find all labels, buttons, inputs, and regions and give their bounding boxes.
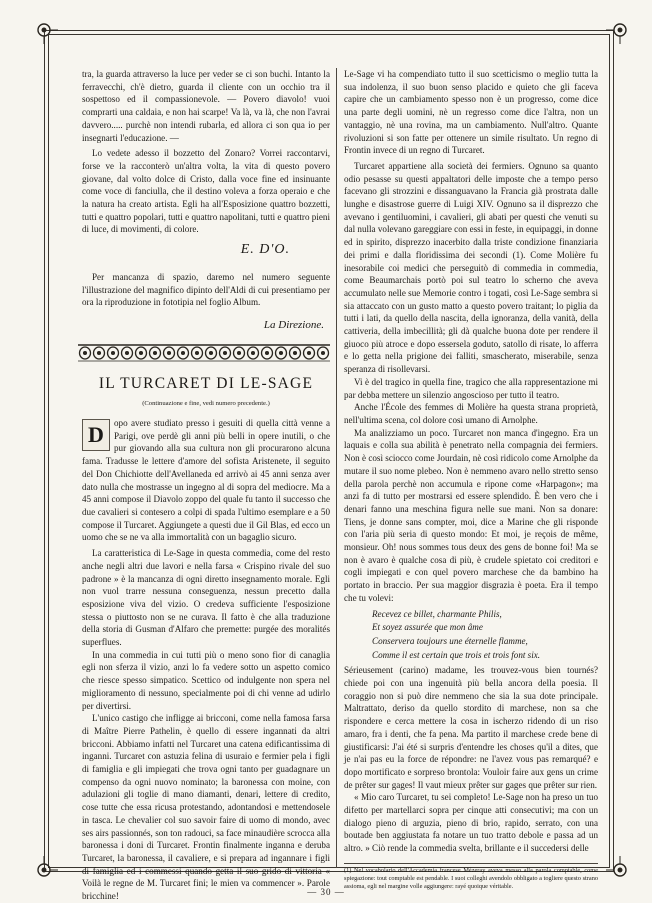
page-number: — 30 — <box>307 887 345 897</box>
verse-line: Et soyez assurée que mon âme <box>372 622 483 633</box>
verse-line: Recevez ce billet, charmante Philis, <box>372 608 502 619</box>
corner-ornament-icon <box>606 856 628 878</box>
paragraph: tra, la guarda attraverso la luce per veder se ci son buchi. Intanto la ferravecchi, ch'è dietro, guarda il cliente con un occhio tra il sospettoso ed il compassionevole. — Povero diavolo! vuoi comprarti una caldaia, e non hai scarpe! Va là, va là, che non l'avrai davvero..... purchè non intendi rubarla, ed allora ci son qua io per insegnarti l'educazione. — <box>82 69 330 143</box>
article-title: IL TURCARET DI LE-SAGE <box>98 374 314 392</box>
paragraph: In una commedia in cui tutti più o meno sono fior di canaglia egli non sferza il vizio, anzi lo fa vedere sotto un aspetto comico che riesce spesso simpatico. Scettico od indulgente non spera nel miglioramento di nessuno, specialmente poi di chi venne ad udirlo per divertirsi. <box>82 649 330 711</box>
paragraph: Ma analizziamo un poco. Turcaret non manca d'ingegno. Era un laquais e colla sua abilità è penetrato nella compagnia dei fermiers. Non è così sciocco come Jourdain, nè così ridicolo come Arnolphe da mutare il suo nome plebeo. Non è nemmeno avaro nello stretto senso della parola perchè non accumula e ripone come «Harpagon»; ma anzi fa di tutto per mostrarsi ed essere splendido. È ben vero che i denari fanno una meschina figura nelle sue mani. Non sa donare: Tiens, je donne sans compter, moi, dice a Marine che gli risponde con l'aria più seria di questo mondo: Et moi, je reçois de même, monsieur. Oh! nous sommes tous deux des gens de bonne foi! Ma se non è avaro è qualche cosa di più, è crudele spietato coi creditori e cogli impiegati e con quel povero marchese che da bambino ha portato in braccio. Per sua maggior disgrazia è poeta. Era il tempo che tu volevi: <box>344 427 598 603</box>
verse-line: Comme il est certain que trois et trois font six. <box>372 649 541 660</box>
paragraph: « Mio caro Turcaret, tu sei completo! Le-Sage non ha preso un tuo difetto per martellarci sopra per cinque atti consecutivi; ma con un dialogo pieno di arguzia, pieno di brio, rapido, serrato, con una boutade ben aggiustata fa notare un tuo tratto debole e passa ad un altro. » Ciò rende la commedia svelta, brillante e il succedersi delle <box>344 792 598 854</box>
article-opening <box>82 417 330 544</box>
paragraph: Anche l'École des femmes di Molière ha questa strana proprietà, nell'ultima scena, col dolore così umano di Arnolphe. <box>344 402 598 425</box>
editorial-signature: La Direzione. <box>263 318 324 331</box>
paragraph: opo avere studiato presso i gesuiti di quella città venne a Parigi, ove perdè gli anni più belli in opere inutili, o che pur giovando alla sua cultura non gli procurarono alcuna fama. Tradusse le lettere d'amore del sofista Aristenete, il seguito del Don Chichiotte dell'Avellaneda ed arrivò ai 45 anni senza aver dato nulla che mostrasse un ingegno al di sopra del mediocre. Ma a 45 anni compose il Diavolo zoppo del quale fu tanto il successo che due cavalieri si contesero a colpi di spada l'ultimo esemplare e a 50 compose il Turcaret. Aggiungete a questi due il Gil Blas, ed ecco un uomo che se ne va alla immortalità con un bagaglio sicuro. <box>82 418 330 543</box>
corner-ornament-icon <box>606 22 628 44</box>
drop-cap: D <box>82 419 110 451</box>
editorial-note: Per mancanza di spazio, daremo nel numero seguente l'illustrazione del magnifico dipinto dell'Aldi di cui presentiamo per ora la riproduzione in fototipia nel foglio Album. <box>82 271 330 308</box>
ornamental-divider-icon <box>78 342 330 364</box>
paragraph: Le-Sage vi ha compendiato tutto il suo scetticismo o meglio tutta la sua indolenza, il suo buon senso placido e quieto che gli faceva capire che un cambiamento spesso non è un progresso, come dice una parte degli uomini, nè un regresso come dice l'altra, non un vantaggio, nè una rovina, ma un cambiamento. Null'altro. Quante rivoluzioni si son fatte per ottenere un simile risultato. Un regno di Frontin invece di un regno di Turcaret. <box>344 69 598 156</box>
verse-quote <box>372 608 598 662</box>
paragraph: La caratteristica di Le-Sage in questa commedia, come del resto anche negli altri due lavori e nella farsa « Crispino rivale del suo padrone » è la mancanza di ogni diretto insegnamento morale. Egli non vuol trarre nessuna conseguenza, nessun precetto dalla esposizione viva del vizio. O credeva sufficiente l'esposizione stessa o piuttosto non se ne curava. Il fatto è che alla traduzione della storia di Gusman d'Alfaro che premette: purgée des moralités superflues. <box>82 548 330 648</box>
corner-ornament-icon <box>36 22 58 44</box>
footnote-rule <box>344 863 598 864</box>
article-subtitle: (Continuazione e fine, vedi numero precedente.) <box>142 400 270 408</box>
paragraph: Turcaret appartiene alla società dei fermiers. Ognuno sa quanto odio pesasse su questi appaltatori delle imposte che a tempo perso facevano gli strozzini e dissanguavano la Francia già prostrata dalle lunghe e disastrose guerre di Luigi XIV. Ognuno sa il disprezzo che avevano i gentiluomini, i cavalieri, gli abati per questi che venuti su dal nulla volevano gareggiare con essi in feste, in equipaggi, in donne ed in spirito, disprezzo inacerbito dalla triste condizione finanziaria dei primi e dalla floridissima dei secondi (1). Come Molière fu inesorabile coi medici che perseguitò di commedia in commedia, come Beaumarchais portò poi sul teatro lo scherno che aveva accumulato nelle sue Memorie contro i togati, così Le-Sage sembra si sia attaccato con un gusto matto a questo povero traitant; lo piglia da tutti i lati, da quello della nascita, della ignoranza, della vanità, della cattiveria, della imbecillità; gli dà qualche buona dote per rendere il giuoco più atroce e dopo essersela goduto, satollo di risate, lo afferra e lo getta nella prigione dei falliti, smascherato, miserabile, senza speranza di risollevarsi. <box>344 160 598 375</box>
paragraph: L'unico castigo che infligge ai bricconi, come nella famosa farsa di Maître Pierre Pathelin, è quello di essere ingannati da altri bricconi. Abbiamo infatti nel Turcaret una catena edificantissima di inganni. Turcaret con astuzia felina di usuraio e fermier pela i figli di famiglia e gli impiegati che trova ogni tanto per guadagnare un compenso da ogni nuovo nominato; la baronessa con moine, con adulazioni gli toglie di mano diamanti, denari, lettere di credito, cose tutte che essa ricusa protestando, adontandosi e mettendosele in tasca. Le chevalier col suo savoir faire di uomo di mondo, avec ses airs passionnés, son ton radouci, sa face minaudière scrocca alla baronessa i doni di Turcaret. Frontin finalmente inganna e deruba Turcaret, la baronessa, il cavaliere, e si prepara ad ingannare i figli di famiglia ed i commessi quando getta il suo grido di vittoria « Voilà le regne de M. Turcaret fini; le mien va commencer ». Parole bricchine! <box>82 713 330 902</box>
left-column <box>82 68 330 903</box>
corner-ornament-icon <box>36 856 58 878</box>
right-column <box>344 68 598 891</box>
footnote: (1) Nel vocabolario dell'Accademia francese Mézeray aveva messo alla parola comptable, come spiegazione: tout comptable est pendable. I suoi colleghi avendolo obbligato a togliere questo strano assioma, egli nel margine volle aggiungere: rayé quoique véritable. <box>344 866 598 890</box>
paragraph: Lo vedete adesso il bozzetto del Zonaro? Vorrei raccontarvi, forse ve la racconterò un'altra volta, la vita di questo povero giovane, dal volto dolce di Cristo, dalla voce fine ed insinuante come voce di fanciulla, che il destino voleva a forza operaio e che la natura ha creato artista. Egli ha all'Esposizione quattro bozzetti, tutti e quattro popolari, tutti e quattro napolitani, tutti e quattro pieni di luce, di movimenti, di colore. <box>82 148 330 235</box>
signature: E. D'O. <box>240 242 290 258</box>
column-divider <box>336 68 337 868</box>
paragraph: Vi è del tragico in quella fine, tragico che alla rappresentazione mi par debba mettere un silenzio angoscioso per tutto il teatro. <box>344 376 598 400</box>
verse-line: Conservera toujours une éternelle flamme, <box>372 635 528 646</box>
paragraph: Sérieusement (carino) madame, les trouvez-vous bien tournés? chiede poi con una ingenuità più bella ancora della poesia. Il coraggio non si può dire nemmeno che sia la sua dote principale. Maltrattato, deriso da quello stordito di marchese, non sa che rispondere e cerca mettere la cosa in ischerzo ridendo di un riso amaro, fra i denti, che fa pena. Ma partito il marchese crede bene di giustificarsi: J'ai été si surpris d'entendre les choses qu'il a dites, que je n'ai pas eu la force de répondre: ne l'avez vous pas remarqué? e dopo mortificato e sorpreso brontola: Vouloir faire aux gens un crime de prêter sur gages! Il vaut mieux prêter sur gages que prêter sur rien. <box>344 665 598 790</box>
